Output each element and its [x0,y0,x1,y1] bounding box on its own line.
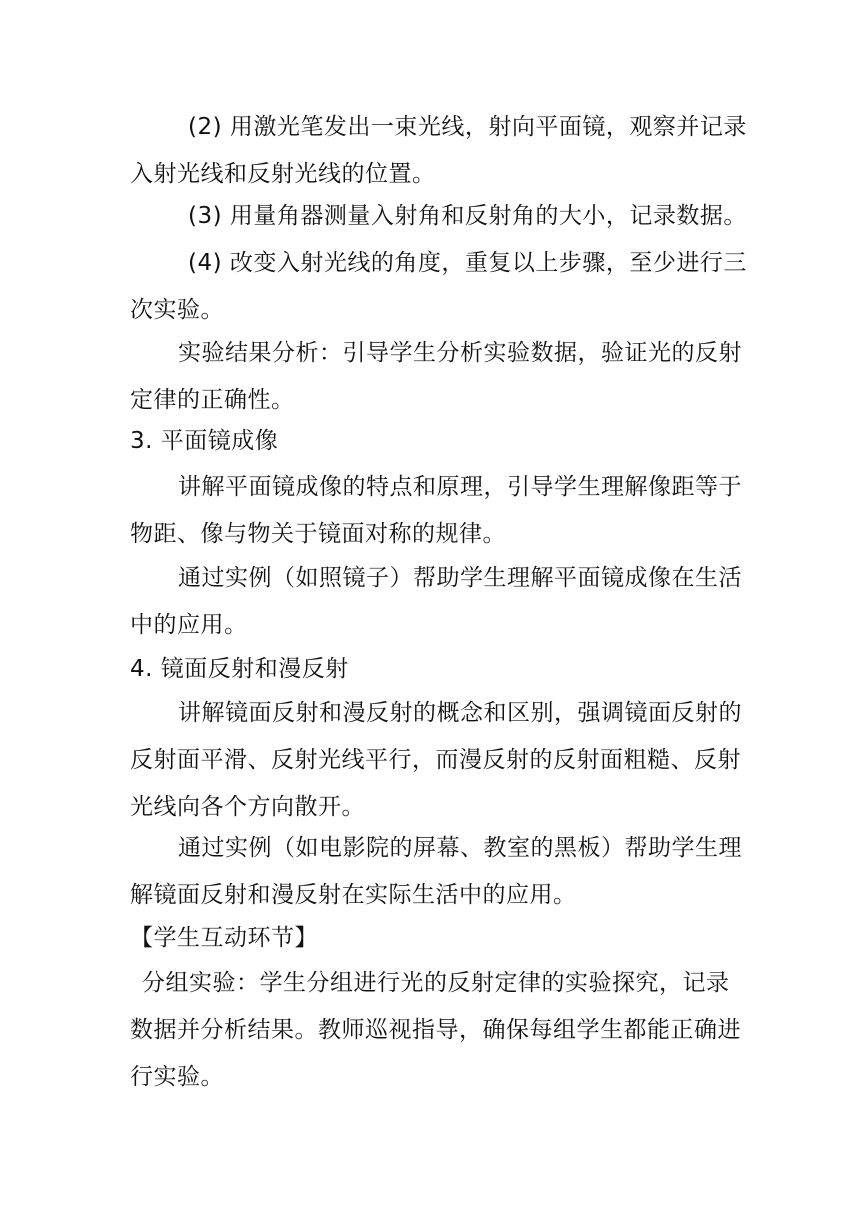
diffuse-p1-line-1: 讲解镜面反射和漫反射的概念和区别，强调镜面反射的 [178,700,742,726]
diffuse-paragraph-1 [130,690,742,831]
step-4-line-2: 次实验。 [130,297,224,323]
interaction-line-3: 行实验。 [130,1064,224,1090]
analysis-line-2: 定律的正确性。 [130,387,295,413]
mirror-p2-line-2: 中的应用。 [130,612,248,638]
mirror-p2-line-1: 通过实例（如照镜子）帮助学生理解平面镜成像在生活 [178,565,742,591]
step-2-line-1: (2) 用激光笔发出一束光线，射向平面镜，观察并记录 [188,114,747,140]
step-3-line: (3) 用量角器测量入射角和反射角的大小，记录数据。 [188,203,747,229]
interaction-paragraph [130,960,741,1101]
section-heading-3 [130,418,730,465]
step-4-line-1: (4) 改变入射光线的角度，重复以上步骤，至少进行三 [188,250,747,276]
step-3-paragraph [130,193,747,240]
diffuse-p2-line-1: 通过实例（如电影院的屏幕、教室的黑板）帮助学生理 [178,835,742,861]
heading-4-text: 4. 镜面反射和漫反射 [130,656,349,682]
mirror-paragraph-1 [130,464,742,558]
diffuse-p1-line-2: 反射面平滑、反射光线平行，而漫反射的反射面粗糙、反射 [130,747,741,773]
analysis-line-1: 实验结果分析：引导学生分析实验数据，验证光的反射 [178,340,742,366]
heading-3-text: 3. 平面镜成像 [130,428,279,454]
diffuse-p1-line-3: 光线向各个方向散开。 [130,794,365,820]
mirror-p1-line-1: 讲解平面镜成像的特点和原理，引导学生理解像距等于 [178,474,742,500]
interaction-line-1: 分组实验：学生分组进行光的反射定律的实验探究，记录 [142,970,730,996]
step-4-paragraph [130,240,747,334]
diffuse-paragraph-2 [130,825,742,919]
step-2-line-2: 入射光线和反射光线的位置。 [130,161,436,187]
interaction-line-2: 数据并分析结果。教师巡视指导，确保每组学生都能正确进 [130,1017,741,1043]
step-2-paragraph [130,104,747,198]
diffuse-p2-line-2: 解镜面反射和漫反射在实际生活中的应用。 [130,882,577,908]
interaction-heading-text: 【学生互动环节】 [130,925,318,951]
section-heading-4 [130,646,730,693]
interaction-heading [130,915,730,962]
analysis-paragraph [130,330,742,424]
mirror-paragraph-2 [130,555,742,649]
mirror-p1-line-2: 物距、像与物关于镜面对称的规律。 [130,521,506,547]
